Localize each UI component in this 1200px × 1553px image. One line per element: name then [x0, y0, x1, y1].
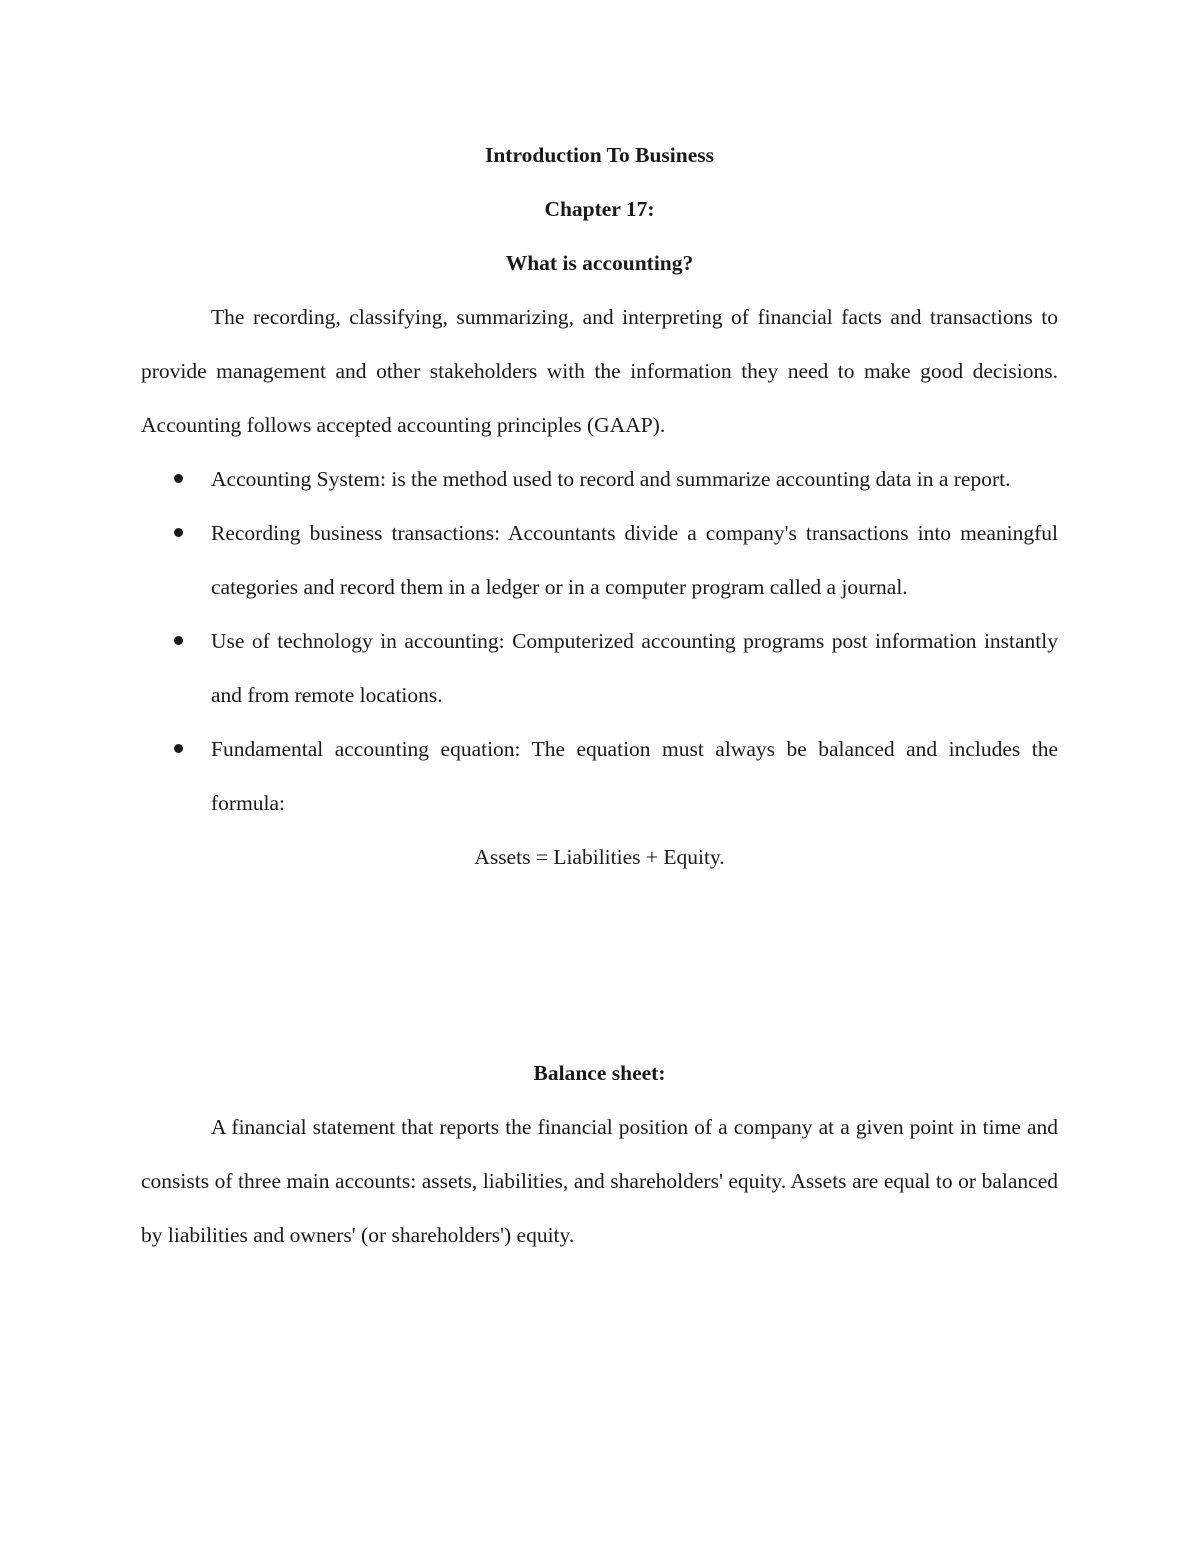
balance-sheet-heading: Balance sheet:: [533, 1061, 666, 1085]
chapter-heading: Chapter 17:: [544, 197, 655, 221]
bullet-list: [141, 452, 1058, 830]
section-spacer: [141, 884, 1058, 1046]
accounting-equation: Assets = Liabilities + Equity.: [474, 845, 725, 869]
bullet-item: [141, 506, 1058, 614]
bullet-text: Fundamental accounting equation: The equation must always be balanced and includes the formula:: [211, 737, 1058, 815]
bullet-item: [141, 452, 1058, 506]
document-title: Introduction To Business: [484, 143, 715, 167]
bullet-text: Recording business transactions: Accountants divide a company's transactions into meaningful categories and record them in a ledger or in a computer program called a journal.: [211, 521, 1058, 599]
bullet-item: [141, 722, 1058, 830]
bullet-icon: [174, 744, 183, 753]
section-heading: What is accounting?: [505, 251, 694, 275]
bullet-item: [141, 614, 1058, 722]
document-body: [141, 128, 1058, 1262]
bullet-icon: [174, 528, 183, 537]
bullet-icon: [174, 636, 183, 645]
balance-sheet-paragraph: A financial statement that reports the financial position of a company at a given point in time and consists of three main accounts: assets, liabilities, and shareholders' equity. Assets are equal to or balanced by liabilities and owners' (or shareholders') equity.: [141, 1115, 1058, 1247]
intro-paragraph: The recording, classifying, summarizing, and interpreting of financial facts and transactions to provide management and other stakeholders with the information they need to make good decisions. Accounting follows accepted accounting principles (GAAP).: [141, 305, 1058, 437]
bullet-icon: [174, 474, 183, 483]
bullet-text: Use of technology in accounting: Computerized accounting programs post information instantly and from remote locations.: [211, 629, 1058, 707]
bullet-text: Accounting System: is the method used to record and summarize accounting data in a report.: [211, 467, 1011, 491]
